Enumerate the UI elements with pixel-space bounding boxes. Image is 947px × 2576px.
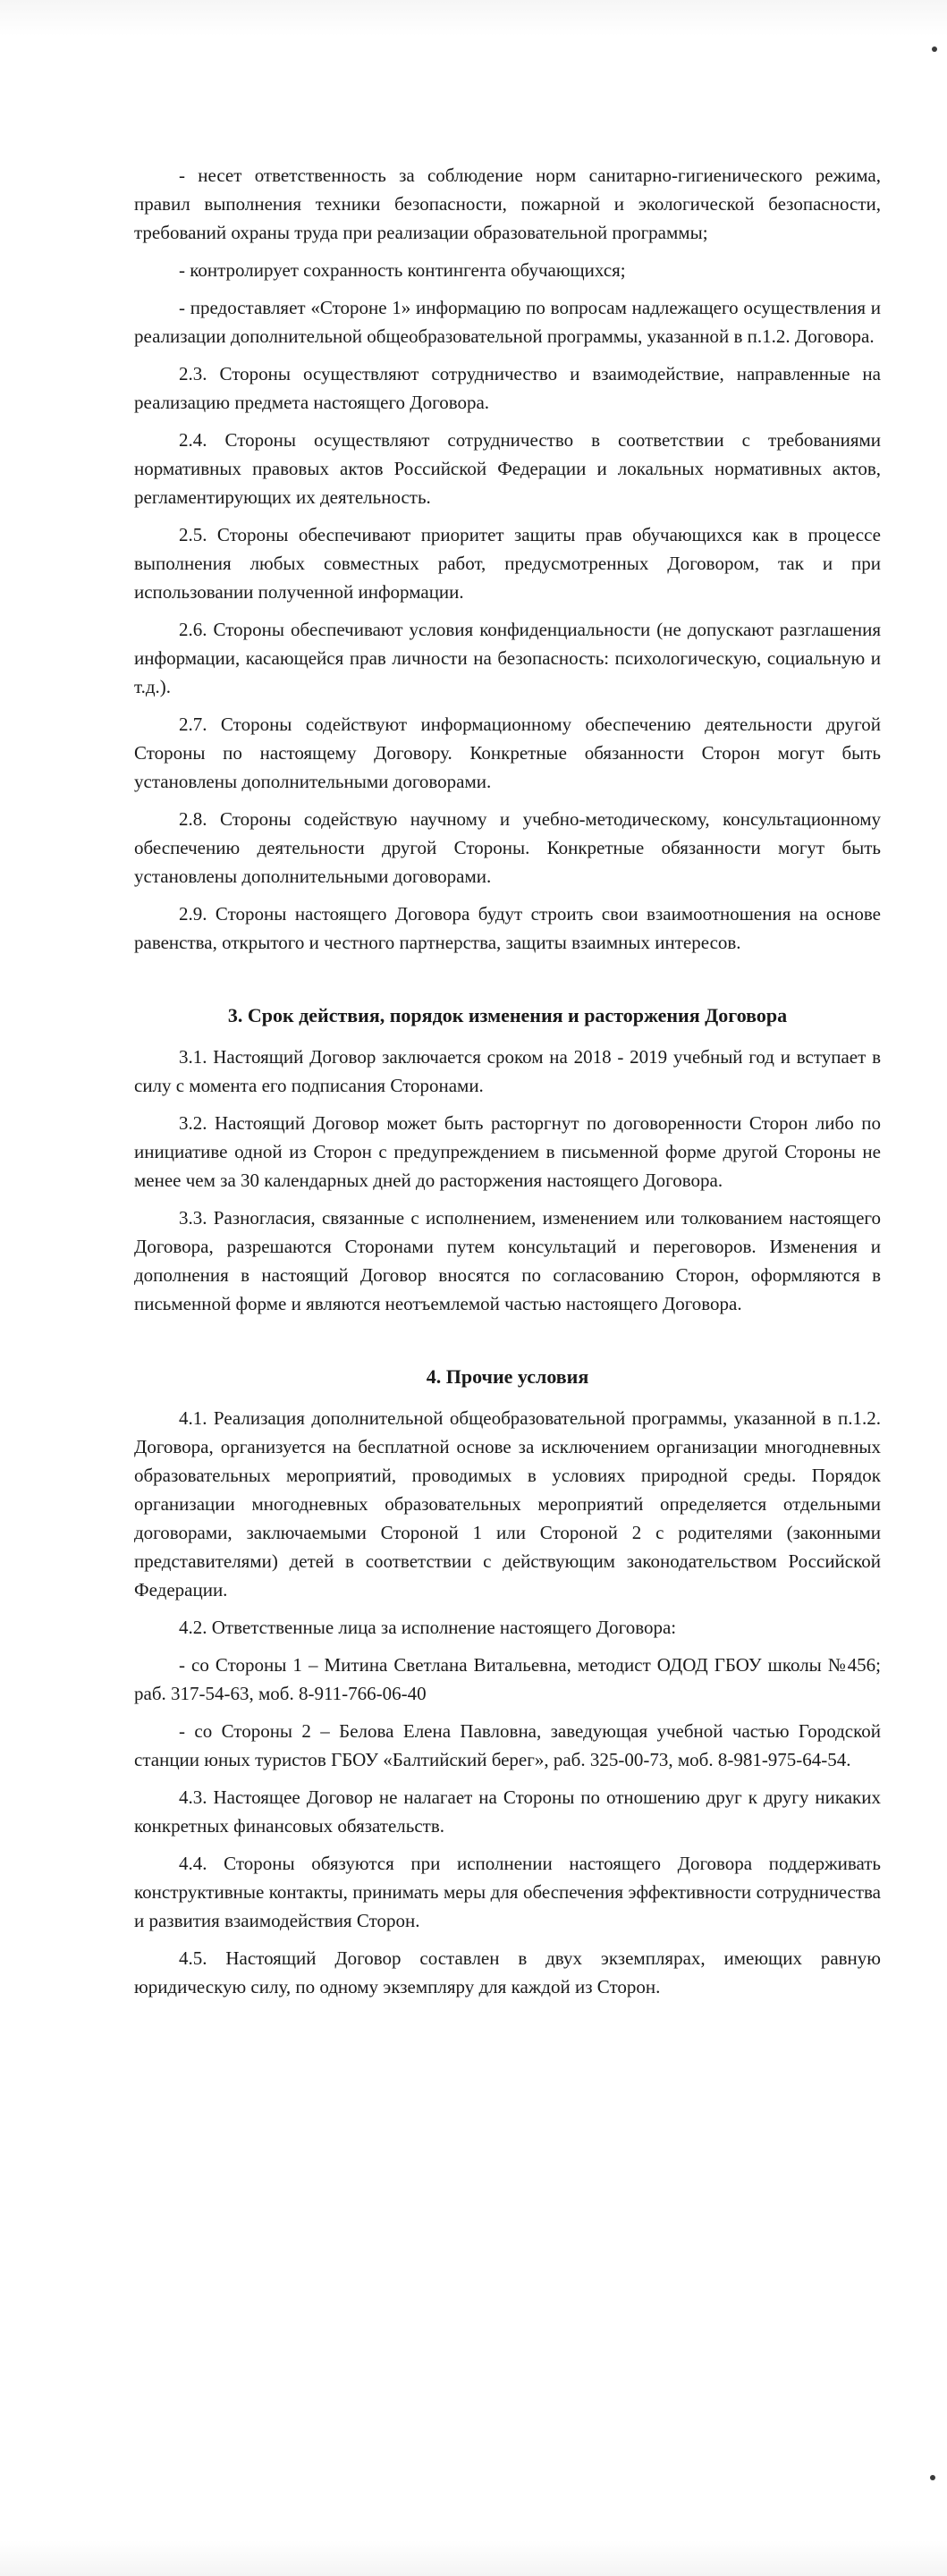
- paragraph: - со Стороны 1 – Митина Светлана Витальевна, методист ОДОД ГБОУ школы №456; раб. 317-54-63, моб. 8-911-766-06-40: [134, 1654, 881, 1704]
- document-body: [134, 161, 881, 2001]
- section-heading: 3. Срок действия, порядок изменения и расторжения Договора: [227, 1004, 788, 1026]
- section-2-continued: [134, 161, 881, 957]
- paragraph: 3.2. Настоящий Договор может быть расторгнут по договоренности Сторон либо по инициативе одной из Сторон с предупреждением в письменной форме другой Стороны не менее чем за 30 календарных дней до расторжения настоящего Договора.: [134, 1112, 881, 1191]
- paragraph: 2.9. Стороны настоящего Договора будут строить свои взаимоотношения на основе равенства, открытого и честного партнерства, защиты взаимных интересов.: [134, 903, 881, 953]
- paragraph: 2.4. Стороны осуществляют сотрудничество в соответствии с требованиями нормативных правовых актов Российской Федерации и локальных нормативных актов, регламентирующих их деятельность.: [134, 429, 881, 508]
- paragraph: 4.1. Реализация дополнительной общеобразовательной программы, указанной в п.1.2. Договора, организуется на бесплатной основе за исключением организации многодневных образовательных мероприятий, проводимых в условиях природной среды. Порядок организации многодневных образовательных мероприятий определяется отдельными договорами, заключаемыми Стороной 1 или Стороной 2 с родителями (законными представителями) детей в соответствии с действующим законодательством Российской Федерации.: [134, 1407, 881, 1600]
- paragraph: 4.2. Ответственные лица за исполнение настоящего Договора:: [179, 1617, 677, 1638]
- paragraph: 4.3. Настоящее Договор не налагает на Стороны по отношению друг к другу никаких конкретных финансовых обязательств.: [134, 1786, 881, 1837]
- paragraph: - контролирует сохранность контингента обучающихся;: [179, 259, 626, 281]
- section-heading: 4. Прочие условия: [426, 1365, 589, 1388]
- paragraph: 3.1. Настоящий Договор заключается сроком на 2018 - 2019 учебный год и вступает в силу с момента его подписания Сторонами.: [134, 1046, 881, 1096]
- paragraph: - несет ответственность за соблюдение норм санитарно-гигиенического режима, правил выполнения техники безопасности, пожарной и экологической безопасности, требований охраны труда при реализации образовательной программы;: [134, 165, 881, 243]
- paragraph: 2.5. Стороны обеспечивают приоритет защиты прав обучающихся как в процессе выполнения любых совместных работ, предусмотренных Договором, так и при использовании полученной информации.: [134, 524, 881, 603]
- paragraph: 4.4. Стороны обязуются при исполнении настоящего Договора поддерживать конструктивные контакты, принимать меры для обеспечения эффективности сотрудничества и развития взаимодействия Сторон.: [134, 1853, 881, 1931]
- scan-speck: [930, 2475, 935, 2480]
- paragraph: 2.6. Стороны обеспечивают условия конфиденциальности (не допускают разглашения информации, касающейся прав личности на безопасность: психологическую, социальную и т.д.).: [134, 619, 881, 697]
- paragraph: 3.3. Разногласия, связанные с исполнением, изменением или толкованием настоящего Договора, разрешаются Сторонами путем консультаций и переговоров. Изменения и дополнения в настоящий Договор вносятся по согласованию Сторон, оформляются в письменной форме и являются неотъемлемой частью настоящего Договора.: [134, 1207, 881, 1314]
- paragraph: 2.7. Стороны содействуют информационному обеспечению деятельности другой Стороны по настоящему Договору. Конкретные обязанности Сторон могут быть установлены дополнительными договорами.: [134, 714, 881, 792]
- scan-speck: [932, 46, 937, 52]
- section-4: [134, 1363, 881, 2001]
- paragraph: 2.3. Стороны осуществляют сотрудничество и взаимодействие, направленные на реализацию предмета настоящего Договора.: [134, 363, 881, 413]
- paragraph: - со Стороны 2 – Белова Елена Павловна, заведующая учебной частью Городской станции юных туристов ГБОУ «Балтийский берег», раб. 325-00-73, моб. 8-981-975-64-54.: [134, 1720, 881, 1770]
- section-3: [134, 1001, 881, 1318]
- paragraph: 4.5. Настоящий Договор составлен в двух экземплярах, имеющих равную юридическую силу, по одному экземпляру для каждой из Сторон.: [134, 1947, 881, 1997]
- paragraph: 2.8. Стороны содействую научному и учебно-методическому, консультационному обеспечению деятельности другой Стороны. Конкретные обязанности могут быть установлены дополнительными договорами.: [134, 808, 881, 887]
- paragraph: - предоставляет «Стороне 1» информацию по вопросам надлежащего осуществления и реализации дополнительной общеобразовательной программы, указанной в п.1.2. Договора.: [134, 297, 881, 347]
